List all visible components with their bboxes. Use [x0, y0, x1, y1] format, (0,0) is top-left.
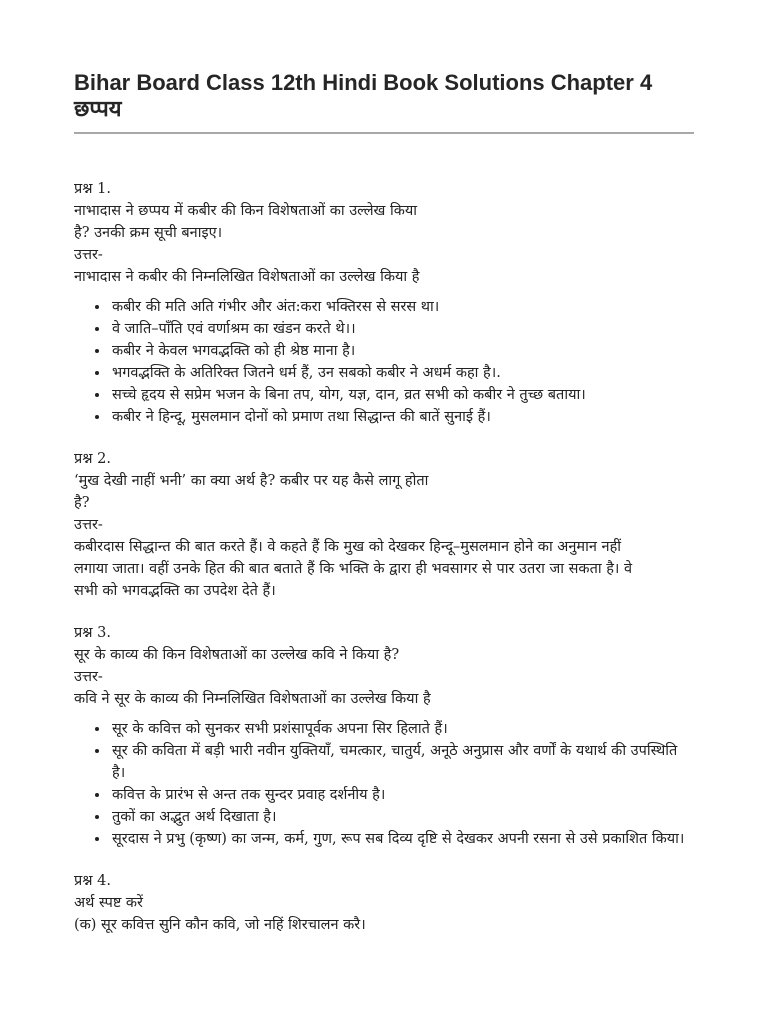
answer-text: कबीरदास सिद्धान्त की बात करते हैं। वे कहते हैं कि मुख को देखकर हिन्दू–मुसलमान होने का अनुमान नहीं	[74, 539, 622, 555]
page-title: Bihar Board Class 12th Hindi Book Solutions Chapter 4 छप्पय	[74, 70, 653, 121]
list-item: • सच्चे हृदय से सप्रेम भजन के बिना तप, योग, यज्ञ, दान, व्रत सभी को कबीर ने तुच्छ बताया।	[110, 384, 694, 406]
question-text: है?	[74, 495, 90, 511]
list-item: • सूरदास ने प्रभु (कृष्ण) का जन्म, कर्म, गुण, रूप सब दिव्य दृष्टि से देखकर अपनी रसना से उसे प्रकाशित किया।	[110, 828, 694, 850]
list-item: • कबीर ने हिन्दू, मुसलमान दोनों को प्रमाण तथा सिद्धान्त की बातें सुनाई हैं।	[110, 406, 694, 428]
list-item: • सूर के कवित्त को सुनकर सभी प्रशंसापूर्वक अपना सिर हिलाते हैं।	[110, 718, 694, 740]
title-divider	[74, 132, 694, 134]
verse-line: (क) सूर कवित्त सुनि कौन कवि, जो नहिं शिरचालन करै।	[74, 917, 366, 933]
list-item: • तुकों का अद्भुत अर्थ दिखाता है।	[110, 806, 694, 828]
question-text: सूर के काव्य की किन विशेषताओं का उल्लेख कवि ने किया है?	[74, 647, 400, 663]
question-number: प्रश्न 2.	[74, 451, 111, 467]
answer-list	[74, 718, 694, 850]
answer-label: उत्तर-	[74, 669, 103, 685]
list-item: • सूर की कविता में बड़ी भारी नवीन युक्तियाँ, चमत्कार, चातुर्य, अनूठे अनुप्रास और वर्णों के यथार्थ की उपस्थिति है।	[110, 740, 694, 784]
answer-label: उत्तर-	[74, 247, 103, 263]
question-number: प्रश्न 3.	[74, 625, 111, 641]
answer-text: कवि ने सूर के काव्य की निम्नलिखित विशेषताओं का उल्लेख किया है	[74, 691, 431, 707]
document-page	[74, 70, 694, 936]
question-text: है? उनकी क्रम सूची बनाइए।	[74, 225, 223, 241]
question-2	[74, 448, 694, 622]
answer-text: सभी को भगवद्भक्ति का उपदेश देते हैं।	[74, 583, 276, 599]
answer-label: उत्तर-	[74, 517, 103, 533]
answer-text: लगाया जाता। वहीं उनके हित की बात बताते हैं कि भक्ति के द्वारा ही भवसागर से पार उतरा जा सकता है। वे	[74, 561, 633, 577]
question-number: प्रश्न 4.	[74, 873, 111, 889]
spacer	[74, 602, 694, 622]
question-4	[74, 870, 694, 936]
list-item: • वे जाति–पाँति एवं वर्णाश्रम का खंडन करते थे।।	[110, 318, 694, 340]
question-text: अर्थ स्पष्ट करें	[74, 895, 143, 911]
list-item: • कबीर की मति अति गंभीर और अंत:करा भक्तिरस से सरस था।	[110, 296, 694, 318]
list-item: • कवित्त के प्रारंभ से अन्त तक सुन्दर प्रवाह दर्शनीय है।	[110, 784, 694, 806]
question-text: ‘मुख देखी नाहीं भनी’ का क्या अर्थ है? कबीर पर यह कैसे लागू होता	[74, 473, 429, 489]
question-3	[74, 622, 694, 850]
answer-text: नाभादास ने कबीर की निम्नलिखित विशेषताओं का उल्लेख किया है	[74, 269, 420, 285]
question-number: प्रश्न 1.	[74, 181, 111, 197]
question-1	[74, 178, 694, 428]
list-item: • कबीर ने केवल भगवद्भक्ति को ही श्रेष्ठ माना है।	[110, 340, 694, 362]
question-text: नाभादास ने छप्पय में कबीर की किन विशेषताओं का उल्लेख किया	[74, 203, 418, 219]
answer-list	[74, 296, 694, 428]
list-item: • भगवद्भक्ति के अतिरिक्त जितने धर्म हैं, उन सबको कबीर ने अधर्म कहा है।.	[110, 362, 694, 384]
